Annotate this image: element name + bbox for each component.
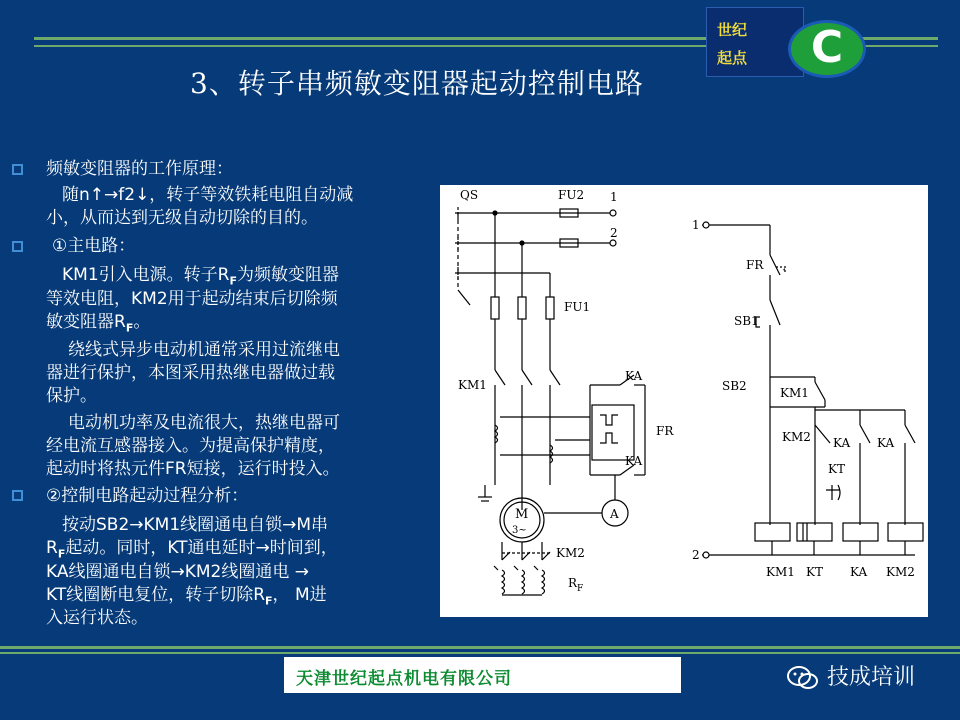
logo-c-icon xyxy=(788,20,866,78)
p3-line2: 器进行保护，本图采用热继电器做过载 xyxy=(46,363,335,383)
label-rf: R xyxy=(568,576,578,590)
label-km2-main: KM2 xyxy=(556,546,585,560)
p2-line2: 等效电阻，KM2用于起动结束后切除频 xyxy=(46,289,338,309)
p4-line1: 电动机功率及电流很大，热继电器可 xyxy=(68,413,340,433)
label-ctrl-km2: KM2 xyxy=(782,430,811,444)
label-coil-km1: KM1 xyxy=(766,565,795,579)
label-fu2: FU2 xyxy=(558,188,585,202)
p1-heading: 频敏变阻器的工作原理： xyxy=(46,159,233,179)
label-qs: QS xyxy=(460,188,479,202)
bullet-icon xyxy=(12,241,23,252)
bullet-icon xyxy=(12,490,23,501)
label-motor: M xyxy=(515,507,529,522)
label-coil-kt: KT xyxy=(806,565,823,579)
label-ctrl-fr: FR xyxy=(746,258,764,272)
p5-line1: 按动SB2→KM1线圈通电自锁→M串 xyxy=(62,515,329,535)
label-coil-km2: KM2 xyxy=(886,565,915,579)
logo-letter: C xyxy=(810,22,844,73)
label-ka-mid: KA xyxy=(625,454,643,468)
footer-company-box xyxy=(284,657,681,693)
logo-text-line2: 起点 xyxy=(717,49,748,67)
p4-line2: 经电流互感器接入。为提高保护精度， xyxy=(46,436,335,456)
label-ctrl-sb1: SB1 xyxy=(734,314,759,328)
p5-line3: KA线圈通电自锁→KM2线圈通电 → xyxy=(46,562,310,582)
label-ammeter: A xyxy=(610,507,619,521)
label-fr-main: FR xyxy=(656,424,674,438)
label-coil-ka: KA xyxy=(850,565,868,579)
wechat-watermark xyxy=(786,660,915,692)
footer-rule-bottom xyxy=(0,652,960,654)
label-fu1: FU1 xyxy=(564,300,591,314)
logo-text-line1: 世纪 xyxy=(717,21,748,39)
page-title: 3、转子串频敏变阻器起动控制电路 xyxy=(190,67,644,100)
p5-line4: KT线圈断电复位，转子切除$R_F$， M进 xyxy=(46,585,327,608)
label-km1-main: KM1 xyxy=(458,378,487,392)
label-ctrl-km1: KM1 xyxy=(780,386,809,400)
label-node1: 1 xyxy=(610,190,618,204)
label-ctrl-node2: 2 xyxy=(692,548,700,562)
p2-line1: KM1引入电源。转子$R_F$为频敏变阻器 xyxy=(62,265,339,288)
footer-company-name: 天津世纪起点机电有限公司 xyxy=(296,669,512,689)
p2-heading: ①主电路： xyxy=(52,236,136,256)
p3-line1: 绕线式异步电动机通常采用过流继电 xyxy=(68,340,340,360)
p1-line1: 随n↑→f2↓，转子等效铁耗电阻自动减 xyxy=(62,185,354,205)
wechat-icon xyxy=(786,664,820,692)
p5-line5: 入运行状态。 xyxy=(46,608,148,628)
label-ctrl-ka2: KA xyxy=(877,436,895,450)
circuit-diagram xyxy=(440,185,928,617)
label-rf-sub: F xyxy=(577,584,584,594)
p2-line3: 敏变阻器$R_F$。 xyxy=(46,312,151,335)
bullet-icon xyxy=(12,164,23,175)
label-ctrl-ka1: KA xyxy=(833,436,851,450)
p1-line2: 小，从而达到无级自动切除的目的。 xyxy=(46,208,318,228)
p5-heading: ②控制电路起动过程分析： xyxy=(46,486,249,506)
label-ctrl-kt: KT xyxy=(828,462,845,476)
p4-line3: 起动时将热元件FR短接，运行时投入。 xyxy=(46,459,340,479)
label-node2: 2 xyxy=(610,226,618,240)
label-ctrl-node1: 1 xyxy=(692,218,700,232)
p5-line2: $R_F$起动。同时，KT通电延时→时间到， xyxy=(46,538,338,561)
wechat-name: 技成培训 xyxy=(827,665,916,690)
label-ctrl-sb2: SB2 xyxy=(722,379,747,393)
label-ka-top: KA xyxy=(625,369,643,383)
p3-line3: 保护。 xyxy=(46,386,97,406)
footer-rule-top xyxy=(0,646,960,649)
label-motor-sub: 3~ xyxy=(512,525,527,536)
